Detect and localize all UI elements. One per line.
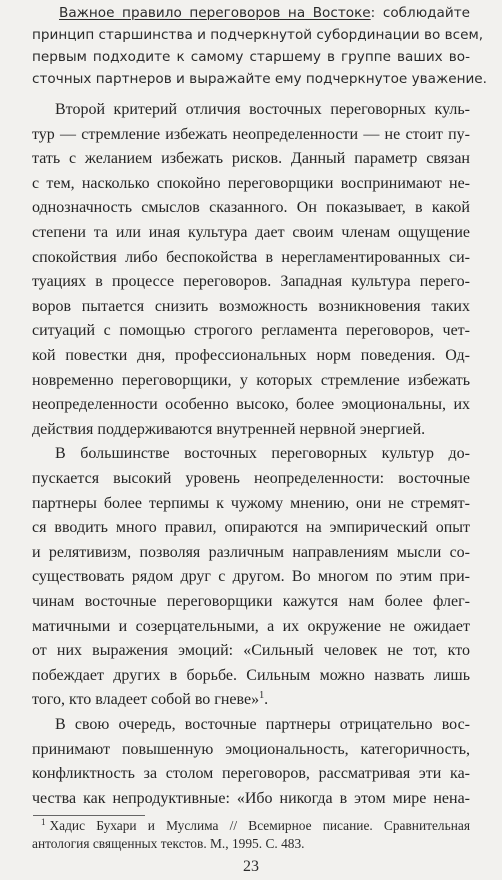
text-line: и релятивизм, позволяя различным направлениям мысли со- [32,543,470,561]
text-line: с тем, насколько спокойно переговорщики воспринимают не- [32,174,470,192]
text-line: спокойствия либо беспокойства в нерегламентированных си- [32,248,470,266]
text-line: действия поддерживаются внутренней нервной энергией. [32,420,426,438]
text-line: партнеры более терпимы к чужому мнению, они не стремят- [32,494,470,512]
text-line: матичными и созерцательными, а их окружение не ожидает [32,617,470,635]
text-line: от них выражения эмоций: «Сильный человек не тот, кто [32,642,470,660]
text-line: кой повестки дня, профессиональных норм поведения. Од- [32,347,470,364]
text-line: В свою очередь, восточные партнеры отрицательно вос- [55,716,470,733]
text-line: тать с желанием избежать рисков. Данный параметр связан [32,150,470,168]
text-line: неопределенности особенно высоко, более эмоциональны, их [32,396,470,414]
text-line: принимают повышенную эмоциональность, категоричность, [32,740,470,758]
text-line: ситуаций с помощью строгого регламента переговоров, чет- [32,322,470,340]
text-line: воров пытается снизить возможность возникновения таких [32,297,470,315]
text-line: туациях в процессе переговоров. Западная культура перего- [32,273,470,291]
text-line: побеждает других в борьбе. Сильным можно назвать лишь [32,666,470,684]
text-line-with-footnote: того, кто владеет собой во гневе»$^1$. [32,690,269,709]
footnote-number: 1 [41,817,46,827]
footnote-line-2: антология священных текстов. М., 1995. С. 483. [32,836,305,851]
text-line: однозначность смыслов сказанного. Он показывает, в какой [32,199,470,217]
footnote-divider [33,815,145,816]
text-line: тур — стремление избежать неопределенности — не стоит пу- [32,125,470,143]
text-line: пускается высокий уровень неопределенности: восточные [32,470,470,487]
text-line: ся вводить много правил, опираются на эмпирический опыт [32,519,470,537]
text-line: степени та или иная культура дает своим членам ощущение [32,224,470,241]
footnote-ref[interactable]: 1 [259,690,265,702]
text-line: чества как непродуктивные: «Ибо никогда в этом мире нена- [32,789,470,807]
highlight-line-3: первым подходите к самому старшему в группе ваших во- [32,49,470,65]
rule-title: Важное правило переговоров на Востоке [59,5,371,21]
highlight-line-4: сточных партнеров и выражайте ему подчеркнутое уважение. [32,71,487,87]
text-line: В большинстве восточных переговорных культур до- [55,445,470,463]
highlight-line-2: принцип старшинства и подчеркнутой субординации во всем, [32,27,484,43]
text-line: новременно переговорщики, у которых стремление избежать [32,371,470,389]
highlight-line-1: Важное правило переговоров на Востоке: соблюдайте [59,5,470,21]
text-line: чинам восточные переговорщики кажутся нам более флег- [32,593,470,610]
page-number: 23 [243,858,259,875]
text-line: Второй критерий отличия восточных переговорных куль- [55,101,470,118]
text-line: существовать рядом друг с другом. Во многом по этим при- [32,568,470,586]
footnote-line-1: $^1$ Хадис Бухари и Муслима // Всемирное писание. Сравнительная [41,817,470,833]
text-line: конфликтность за столом переговоров, рассматривая эти ка- [32,765,470,783]
